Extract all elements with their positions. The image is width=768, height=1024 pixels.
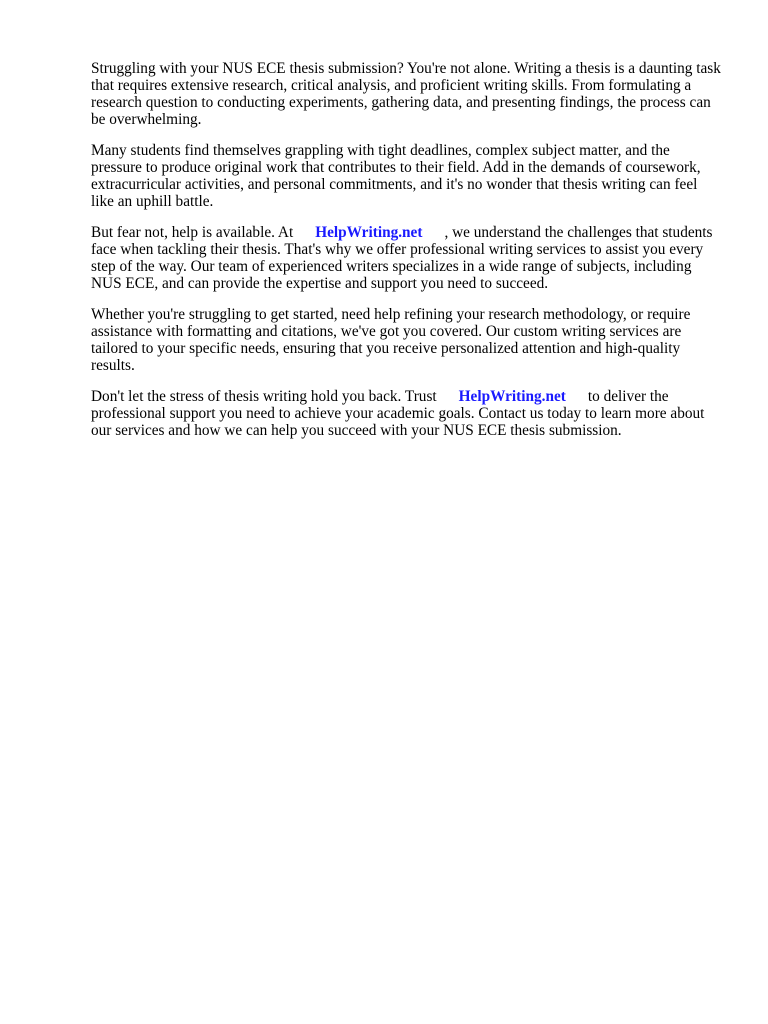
paragraph-help-lead: But fear not, help is available. At bbox=[91, 224, 294, 241]
paragraph-closing-rest: to deliver the professional support you need to achieve your academic goals. Contact us today to learn more about our services and how we can help you succeed with your NUS ECE thesis submission. bbox=[91, 388, 705, 439]
helpwriting-link[interactable]: HelpWriting.net bbox=[315, 224, 423, 241]
paragraph-closing bbox=[91, 388, 721, 439]
paragraph-challenges: Many students find themselves grappling with tight deadlines, complex subject matter, and the pressure to produce original work that contributes to their field. Add in the demands of coursework, extracurricular activities, and personal commitments, and it's no wonder that thesis writing can feel like an uphill battle. bbox=[91, 142, 701, 210]
paragraph-closing-lead: Don't let the stress of thesis writing hold you back. Trust bbox=[91, 388, 437, 405]
document-body bbox=[91, 60, 721, 453]
helpwriting-link-2[interactable]: HelpWriting.net bbox=[458, 388, 566, 405]
paragraph-help-rest: , we understand the challenges that students face when tackling their thesis. That's why we offer professional writing services to assist you every step of the way. Our team of experienced writers specializes in a wide range of subjects, including NUS ECE, and can provide the expertise and support you need to succeed. bbox=[91, 224, 713, 292]
paragraph-services: Whether you're struggling to get started, need help refining your research methodology, or require assistance with formatting and citations, we've got you covered. Our custom writing services are tailored to your specific needs, ensuring that you receive personalized attention and high-quality results. bbox=[91, 306, 691, 374]
paragraph-help bbox=[91, 224, 721, 292]
paragraph-intro: Struggling with your NUS ECE thesis submission? You're not alone. Writing a thesis is a daunting task that requires extensive research, critical analysis, and proficient writing skills. From formulating a research question to conducting experiments, gathering data, and presenting findings, the process can be overwhelming. bbox=[91, 60, 721, 128]
